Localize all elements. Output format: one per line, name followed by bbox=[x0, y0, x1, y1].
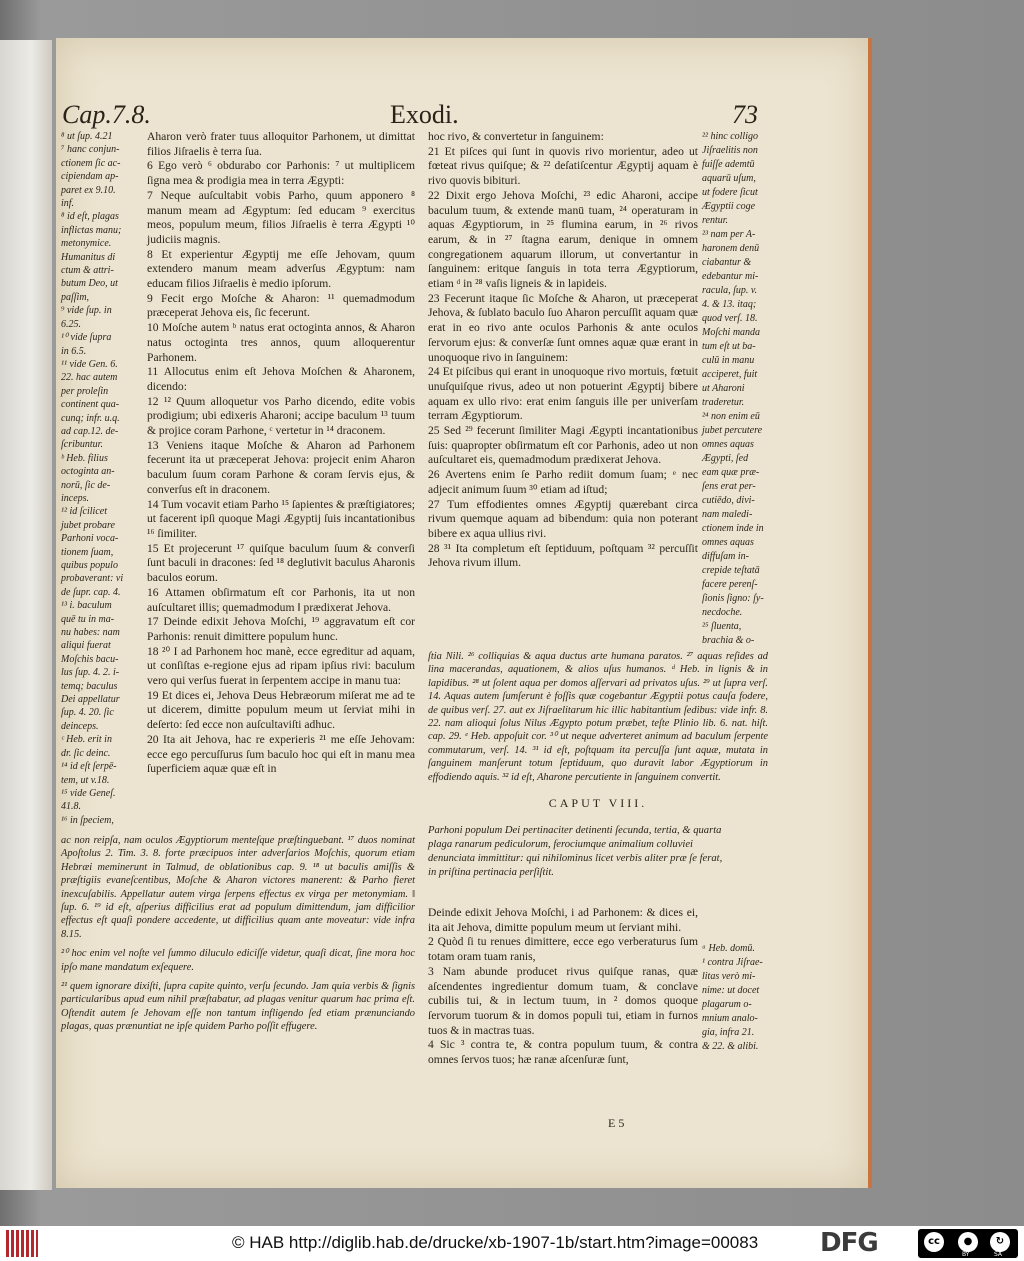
footnote-paragraph: ²⁰ hoc enim vel noſte vel ſummo diluculo ediciſſe videtur, quaſi dicat, ſine mora hoc ipſo mane mandatum exſequere. bbox=[61, 948, 415, 973]
margin-note-line: litas verò mi- bbox=[702, 971, 756, 982]
verse-paragraph: 23 Fecerunt itaque ſic Moſche & Aharon, ut præceperat Jehova, & ſublato baculo ſuo Aharon percuſſit aquam quæ erat in eo rivo ante oculos Parhonis & ante oculos ſervorum ejus: & converſæ ſunt omnes aquæ quæ erant in unoquoque rivo in ſanguinem: bbox=[428, 291, 698, 364]
margin-note-line: racula, ſup. v. bbox=[702, 285, 758, 296]
margin-note-line: culū in manu bbox=[702, 355, 755, 366]
margin-note-line: Dei appellatur bbox=[61, 694, 120, 706]
left-footnotes bbox=[61, 834, 415, 1040]
margin-note-line: inceps. bbox=[61, 492, 90, 504]
verse-paragraph: 18 ²⁰ I ad Parhonem hoc manè, ecce egreditur ad aquam, ut conſiſtas e-regione ejus ad ripam ipſius rivi: baculum vero qui verſus fuerat in ſerpentem accipe in manu tua: bbox=[147, 644, 415, 688]
margin-note-line: ²⁵ ſluenta, bbox=[702, 621, 742, 632]
verse-paragraph: 12 ¹² Quum alloquetur vos Parho dicendo, edite vobis prodigium; ubi edixeris Aharoni; accipe baculum ¹³ tuum & projice coram Parhone, ᶜ vertetur in ¹⁴ draconem. bbox=[147, 394, 415, 438]
margin-note-line: crepide teſtatā bbox=[702, 565, 760, 576]
share-alike-icon: ↻ bbox=[990, 1232, 1010, 1252]
margin-note-line: norū, ſic de- bbox=[61, 479, 111, 491]
verse-paragraph: 15 Et projecerunt ¹⁷ quiſque baculum ſuum & converſi ſunt baculi in dracones: ſed ¹⁸ deglutivit baculus Aharonis baculos eorum. bbox=[147, 541, 415, 585]
margin-note-line: ⁸ id eſt, plagas bbox=[61, 211, 119, 223]
margin-note-line: ctionem ſic ac- bbox=[61, 157, 121, 169]
margin-note-line: edebantur mi- bbox=[702, 271, 759, 282]
margin-note-line: ctionem inde in bbox=[702, 523, 764, 534]
copyright-link[interactable]: © HAB http://diglib.hab.de/drucke/xb-1907-1b/start.htm?image=00083 bbox=[232, 1233, 759, 1252]
cc-icon: cc bbox=[924, 1232, 944, 1252]
margin-note-line: probaverant: vi bbox=[61, 573, 124, 585]
margin-note-line: jubet probare bbox=[61, 519, 115, 531]
verse-paragraph: 17 Deinde edixit Jehova Moſchi, ¹⁹ aggravatum eſt cor Parhonis: renuit dimittere populum hunc. bbox=[147, 615, 415, 643]
margin-note-line: tum eſt ut ba- bbox=[702, 341, 756, 352]
margin-note-line: ſup. 4. 20. ſic bbox=[61, 707, 114, 719]
verse-paragraph: 2 Quòd ſi tu renues dimittere, ecce ego verberaturus ſum totam oram tuam ranis, bbox=[428, 935, 698, 964]
verse-paragraph: Deinde edixit Jehova Moſchi, i ad Parhonem: & dices ei, ita ait Jehova, dimitte populum meum ut ſerviant mihi. bbox=[428, 906, 698, 934]
margin-note-line: quē tu in ma- bbox=[61, 613, 115, 625]
verse-paragraph: 7 Neque auſcultabit vobis Parho, quum apponero ⁸ manum meam ad Ægyptum: ſed educam ⁹ exercitus meos, populum meum, filios Jiſraelis è terra Ægypti ¹⁰ judiciis magnis. bbox=[147, 188, 415, 246]
margin-note-line: ſens erat per- bbox=[702, 481, 756, 492]
verse-paragraph: 19 Et dices ei, Jehova Deus Hebræorum miſerat me ad te ut dicerem, dimitte populum meum ut ſerviat mihi in deſerto: ſed ecce non auſcultaviſti adhuc. bbox=[147, 688, 415, 732]
margin-note-line: deinceps. bbox=[61, 720, 99, 732]
margin-note-line: ¹⁰ vide ſupra bbox=[61, 332, 112, 344]
margin-note-line: Jiſraelitis non bbox=[702, 145, 758, 156]
margin-note-line: aliqui fuerat bbox=[61, 640, 111, 652]
margin-note-line: ⁸ ut ſup. 4.21 bbox=[61, 131, 113, 142]
margin-note-line: ¹¹ vide Gen. 6. bbox=[61, 358, 118, 370]
margin-note-line: dr. ſic deinc. bbox=[61, 747, 111, 759]
margin-note-line: Ægyptii coge bbox=[702, 201, 756, 212]
margin-note-line: 22. hac autem bbox=[61, 372, 118, 384]
margin-note-line: ¹² id ſcilicet bbox=[61, 506, 107, 518]
margin-note-line: Parhoni voca- bbox=[61, 533, 119, 545]
chapter-heading: CAPUT VIII. bbox=[548, 796, 648, 810]
margin-note-line: Moſchi manda bbox=[702, 327, 761, 338]
by-label: BY bbox=[962, 1251, 970, 1258]
margin-note-line: ciabantur & bbox=[702, 257, 752, 268]
sa-label: SA bbox=[994, 1251, 1003, 1258]
margin-note-line: ²² hinc colligo bbox=[702, 131, 758, 142]
margin-note-line: ad cap.12. de- bbox=[61, 425, 119, 437]
footer-bar bbox=[0, 1226, 1024, 1261]
margin-note-line: Moſchis bacu- bbox=[61, 653, 119, 665]
margin-note-line: paret ex 9.10. bbox=[61, 184, 116, 196]
verse-paragraph: 13 Veniens itaque Moſche & Aharon ad Parhonem fecerunt ita ut præceperat Jehova: projecit enim Aharon baculum ſuum coram Parhone & coram ſervis ejus, & converſus eſt in draconem. bbox=[147, 438, 415, 496]
margin-note-line: diffuſam in- bbox=[702, 551, 749, 562]
signature-mark: E 5 bbox=[608, 1116, 625, 1130]
margin-note-line: Humanitus di bbox=[61, 251, 116, 263]
verse-paragraph: 22 Dixit ergo Jehova Moſchi, ²³ edic Aharoni, accipe baculum tuum, & extende manū tuam, ²⁴ operaturam in aquas Ægyptiorum, in ²⁵ flumina earum, in ²⁶ rivos earum, & in ²⁷ ſtagna earum, denique in omnem congregationem aquarum illorum, ut convertantur in ſanguinem: eritque ſanguis in tota terra Ægyptiorum, etiam ᵈ in ²⁸ vaſis ligneis & in lapideis. bbox=[428, 188, 698, 291]
margin-note-line: ᶜ Heb. erit in bbox=[61, 734, 112, 746]
right-footnotes: ſtia Nili. ²⁶ colliquias & aqua ductus arte humana paratos. ²⁷ aquas reſides ad lina macerandas, aquationem, & alios uſus humanos. ᵈ Heb. in lignis & in lapidibus. ²⁸ ut ſolent aqua per domos aſſervari ad privatos uſus. ²⁹ ut ſupra verſ. 14. Aquas autem ſumſerunt è foſſis quæ cogebantur Ægyptii potus cauſa fodere, de quibus verſ. 27. aut ex Jiſraelitarum hic illic habitantium ſedibus: vide infr. 8. 22. nam alioqui ſolus Nilus Ægypto potum præbet, teſte Plinio lib. 6. nat. hiſt. cap. 29. ᵉ Heb. appoſuit cor. ³⁰ ut neque adverteret animum ad baculum ſerpente commutarum, verſ. 14. ³¹ id eſt, poſtquam ita percuſſa ſunt aquæ, mutata in ſanguinem manſerunt totum ſeptiduum, quo duravit labor Ægyptiorum in effodiendo aquis. ³² id eſt, Aharone percutiente in ſanguinem convertit. bbox=[428, 651, 768, 783]
margin-note-line: eam quæ præ- bbox=[702, 467, 760, 478]
verse-paragraph: 8 Et experientur Ægyptij me eſſe Jehovam, quum extendero manum meam adverſus Ægyptum: nam educam filios Jiſraelis è medio ipſorum. bbox=[147, 247, 415, 291]
margin-note-line: ctum & attri- bbox=[61, 265, 114, 277]
margin-note-line: fuiſſe ademtū bbox=[702, 159, 755, 170]
margin-note-line: gia, infra 21. bbox=[702, 1027, 755, 1038]
margin-note-line: ¹ contra Jiſrae- bbox=[702, 957, 763, 968]
chapter-argument: Parhoni populum Dei pertinaciter detinenti ſecunda, tertia, & quarta plaga ranarum pediculorum, ferociumque animalium colluviei denunciata immittitur: qui nihilominus licet verbis aliter præ ſe ferat, in priſtina pertinacia perſiſtit. bbox=[428, 825, 723, 878]
margin-note-line: nime: ut docet bbox=[702, 985, 760, 996]
margin-note-line: cutiēdo, divi- bbox=[702, 495, 755, 506]
margin-note-line: in 6.5. bbox=[61, 345, 87, 357]
dfg-logo: DFG bbox=[820, 1228, 878, 1258]
margin-note-line: paſſim, bbox=[61, 291, 90, 303]
right-margin-notes bbox=[702, 130, 768, 648]
chapter8-verses bbox=[428, 906, 698, 1068]
book-page bbox=[56, 38, 872, 1188]
margin-note-line: necdoche. bbox=[702, 607, 743, 618]
margin-note-line: metonymice. bbox=[61, 238, 112, 250]
verse-paragraph: 25 Sed ²⁹ fecerunt ſimiliter Magi Ægypti incantationibus ſuis: quapropter obſirmatum eſt cor Parhonis, adeo ut non auſcultaret eis, quemadmodum prædixerat Jehova. bbox=[428, 424, 698, 467]
verse-paragraph: 3 Nam abunde producet rivus quiſque ranas, quæ aſcendentes ingredientur domum tuam, & conclave cubilis tui, & in lectum tuum, in ² domos quoque ſervorum tuorum & in domos populi tui, etiam in furnos tuos & in mactras tuas. bbox=[428, 964, 698, 1037]
verse-paragraph: 24 Et piſcibus qui erant in unoquoque rivo mortuis, fœtuit unuſquiſque rivus, adeo ut non potuerint Ægyptij bibere aquam ex ullo rivo: erat enim ſanguis ille per univerſam terram Ægyptiorum. bbox=[428, 365, 698, 423]
margin-note-line: tem, ut v.18. bbox=[61, 774, 110, 786]
verse-paragraph: 11 Allocutus enim eſt Jehova Moſchen & Aharonem, dicendo: bbox=[147, 365, 415, 393]
margin-note-line: ſcribuntur. bbox=[61, 439, 103, 451]
book-title: Exodi. bbox=[390, 100, 459, 129]
margin-note-line: continent qua- bbox=[61, 399, 120, 411]
margin-note-line: haronem denū bbox=[702, 243, 760, 254]
margin-note-line: tionem ſuam, bbox=[61, 546, 114, 558]
margin-note-line: Ægypti, ſed bbox=[702, 453, 749, 464]
margin-note-line: ut Aharoni bbox=[702, 383, 745, 394]
margin-note-line: facere perenſ- bbox=[702, 579, 758, 590]
footnote-paragraph: ²¹ quem ignorare dixiſti, ſupra capite quinto, verſu ſecundo. Jam quia verbis & ſignis particularibus apud eum nihil præſtabatur, ad plagas venitur quarum hac prima eſt. Oſtendit autem ſe Jehovam eſſe non tantum infligendo ſed etiam prænunciando plagas, quas prænuntiat ne ipſe quidem Parho poſſit effugere. bbox=[61, 981, 415, 1033]
margin-note-line: aquarū uſum, bbox=[702, 173, 756, 184]
chapter-reference: Cap.7.8. bbox=[62, 100, 151, 129]
margin-note-line: octoginta an- bbox=[61, 466, 115, 478]
margin-note-line: ut fodere ſicut bbox=[702, 187, 758, 198]
previous-page-edge bbox=[0, 40, 52, 1190]
verse-paragraph: 20 Ita ait Jehova, hac re experieris ²¹ me eſſe Jehovam: ecce ego percuſſurus ſum baculo hoc qui eſt in manu mea ſuperficiem aquæ quæ eſt in bbox=[147, 732, 415, 776]
margin-note-line: nam maledi- bbox=[702, 509, 753, 520]
margin-note-line: acciperet, fuit bbox=[702, 369, 758, 380]
chapter8-margin-notes bbox=[702, 942, 772, 1054]
verse-paragraph: 27 Tum effodientes omnes Ægyptij quærebant circa rivum quemque aquam ad bibendum: quia non poterant bibere ex aqua ullius rivi. bbox=[428, 497, 698, 540]
margin-note-line: ᵃ Heb. domū. bbox=[702, 943, 755, 954]
margin-note-line: mnium analo- bbox=[702, 1013, 758, 1024]
verse-paragraph: 6 Ego verò ⁶ obdurabo cor Parhonis: ⁷ ut multiplicem ſigna mea & prodigia mea in terra Ægypti: bbox=[147, 159, 415, 188]
margin-note-line: ²⁴ non enim eū bbox=[702, 411, 760, 422]
margin-note-line: inf. bbox=[61, 198, 75, 210]
margin-note-line: omnes aquas bbox=[702, 537, 754, 548]
verse-paragraph: Aharon verò frater tuus alloquitor Parhonem, ut dimittat filios Jiſraelis è terra ſua. bbox=[147, 130, 415, 158]
margin-note-line: ᵇ Heb. filius bbox=[61, 452, 108, 464]
left-margin-notes bbox=[61, 130, 143, 827]
margin-note-line: 6.25. bbox=[61, 318, 81, 330]
verse-paragraph: 28 ³¹ Ita completum eſt ſeptiduum, poſtquam ³² percuſſit Jehova rivum illum. bbox=[428, 541, 698, 570]
verse-paragraph: 10 Moſche autem ᵇ natus erat octoginta annos, & Aharon natus octoginta tres annos, quum alloquerentur Parhonem. bbox=[147, 321, 415, 364]
margin-note-line: de ſupr. cap. 4. bbox=[61, 586, 121, 598]
margin-note-line: per proleſin bbox=[61, 385, 109, 397]
verse-paragraph: hoc rivo, & convertetur in ſanguinem: bbox=[428, 130, 604, 143]
hab-logo-icon bbox=[6, 1230, 38, 1257]
margin-note-line: butum Deo, ut bbox=[61, 278, 118, 290]
margin-note-line: cunq; infr. u.q. bbox=[61, 412, 120, 424]
verse-paragraph: 4 Sic ³ contra te, & contra populum tuum, & contra omnes ſervos tuos; hæ ranæ aſcenſuræ ſunt, bbox=[428, 1038, 698, 1067]
margin-note-line: rentur. bbox=[702, 215, 729, 226]
verse-paragraph: 26 Avertens enim ſe Parho rediit domum ſuam; ᵉ nec adjecit animum ſuum ³⁰ etiam ad iſtud; bbox=[428, 468, 698, 496]
footnote-paragraph: ac non reipſa, nam oculos Ægyptiorum menteſque præſtinguebant. ¹⁷ duos nominat Apoſtolus 2. Tim. 3. 8. forte præcipuos inter adverſarios Moſchis, quorum etiam Hebræi meminerunt in Talmud, de oblationibus cap. 9. ¹⁸ ut baculis amiſſis & præſtigiis evaneſcentibus, Moſche & Aharon victores manerent: & Parho fieret inexcuſabilis. Appellatur autem virga ſerpens effectus ex virga per metonymiam. ‖ ſup. 6. ¹⁹ id eſt, aſperius difficilius erat ad populum dimittendum, jam difficilior effectus eſt quaſi pondere accedente, ut difficilius quam ante moveatur: vide infra 8.15. bbox=[61, 835, 415, 940]
margin-note-line: ⁹ vide ſup. in bbox=[61, 305, 112, 317]
margin-note-line: ¹³ i. baculum bbox=[61, 600, 112, 612]
verse-paragraph: 14 Tum vocavit etiam Parho ¹⁵ ſapientes & præſtigiatores; ut facerent ipſi quoque Magi Ægyptij ſuis incantationibus ¹⁶ ſimiliter. bbox=[147, 497, 415, 540]
margin-note-line: nu habes: nam bbox=[61, 627, 120, 639]
left-text-column bbox=[147, 130, 415, 777]
margin-note-line: ¹⁵ vide Geneſ. bbox=[61, 787, 116, 799]
margin-note-line: quod verſ. 18. bbox=[702, 313, 758, 324]
cc-license-badge[interactable] bbox=[918, 1229, 1018, 1258]
margin-note-line: temq; baculus bbox=[61, 680, 118, 692]
right-text-column bbox=[428, 130, 698, 571]
margin-note-line: & 22. & alibi. bbox=[702, 1041, 759, 1052]
margin-note-line: ſionis ſigno: ſy- bbox=[702, 593, 764, 604]
margin-note-line: omnes aquas bbox=[702, 439, 754, 450]
page-number: 73 bbox=[732, 100, 758, 129]
margin-note-line: jubet percutere bbox=[702, 425, 763, 436]
verse-paragraph: 16 Attamen obſirmatum eſt cor Parhonis, ita ut non auſcultaret illis; quemadmodum ‖ prædixerat Jehova. bbox=[147, 585, 415, 614]
margin-note-line: plagarum o- bbox=[702, 999, 752, 1010]
margin-note-line: lus ſup. 4. 2. i- bbox=[61, 667, 120, 679]
margin-note-line: quibus populo bbox=[61, 560, 118, 571]
margin-note-line: 41.8. bbox=[61, 801, 81, 813]
margin-note-line: 4. & 13. itaq; bbox=[702, 299, 757, 310]
margin-note-line: brachia & o- bbox=[702, 635, 755, 646]
margin-note-line: ⁷ hanc conjun- bbox=[61, 144, 120, 156]
verse-paragraph: 21 Et piſces qui ſunt in quovis rivo morientur, adeo ut fœteat rivus quiſque; & ²² deſatiſcentur Ægyptij aquam è rivo quovis bibituri. bbox=[428, 144, 698, 188]
attribution-icon: ● bbox=[958, 1232, 978, 1252]
margin-note-line: cipiendam ap- bbox=[61, 171, 119, 183]
margin-note-line: ¹⁶ in ſpeciem, bbox=[61, 814, 114, 826]
verse-paragraph: 9 Fecit ergo Moſche & Aharon: ¹¹ quemadmodum præceperat Jehova eis, ſic fecerunt. bbox=[147, 291, 415, 320]
margin-note-line: inflictas manu; bbox=[61, 224, 122, 236]
margin-note-line: ¹⁴ id eſt ſerpē- bbox=[61, 761, 117, 773]
margin-note-line: ²³ nam per A- bbox=[702, 229, 756, 240]
margin-note-line: traderetur. bbox=[702, 397, 745, 408]
